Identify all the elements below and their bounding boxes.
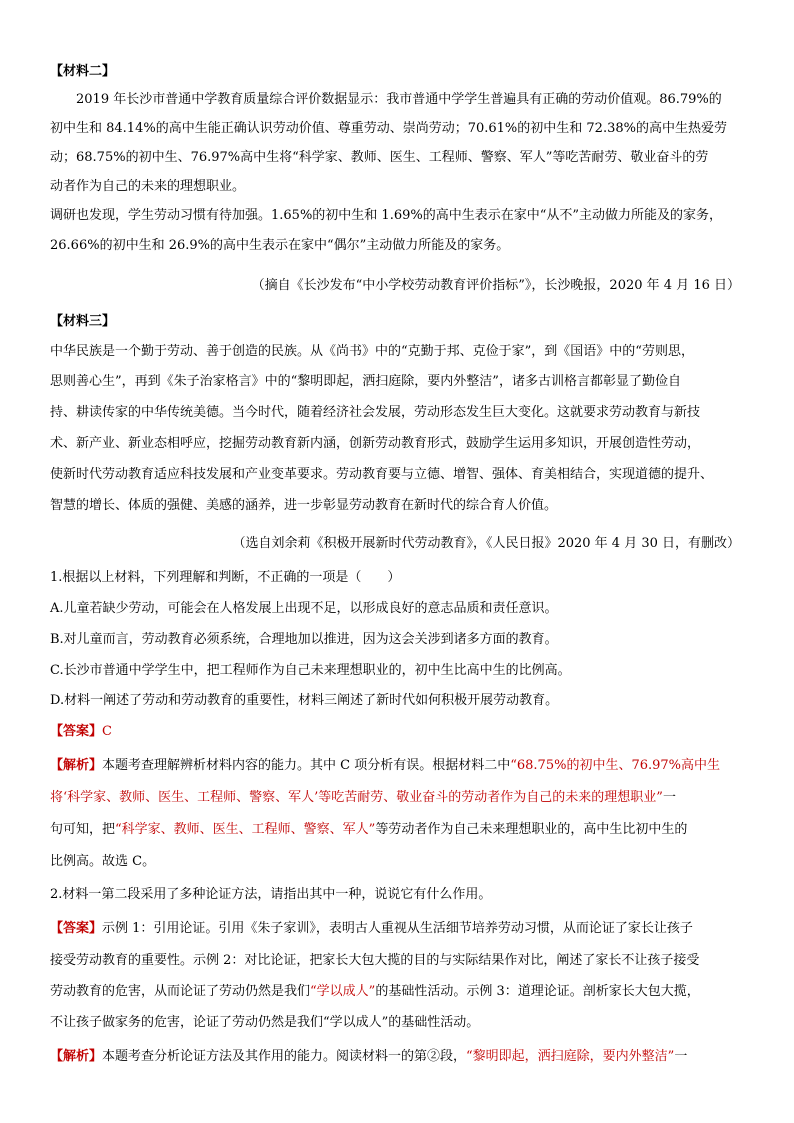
analysis-text: 一 bbox=[674, 1049, 688, 1064]
question2-answer-line-3 bbox=[50, 983, 750, 1001]
analysis-text: 等吃苦耐劳、敬业奋斗的劳动者作为自己的未来的理想职业” bbox=[318, 790, 663, 805]
analysis-text: 将 bbox=[50, 790, 64, 805]
analysis-quote: “黎明即起，洒扫庭除，要内外整洁” bbox=[466, 1049, 675, 1064]
question1-analysis-line-4: 比例高。故选 C。 bbox=[50, 854, 156, 869]
material3-line-6: 智慧的增长、体质的强健、美感的涵养，进一步彰显劳动教育在新时代的综合育人价值。 bbox=[50, 498, 558, 513]
answer-label: 【答案】 bbox=[50, 921, 103, 936]
answer-text: 示例 1：引用论证。引用《朱子家训》，表明古人重视从生活细节培养劳动习惯，从而论证了家长让孩子 bbox=[102, 921, 693, 936]
question1-stem: 1.根据以上材料，下列理解和判断，不正确的一项是（ ） bbox=[50, 570, 401, 585]
material3-line-3: 持、耕读传家的中华传统美德。当今时代，随着经济社会发展，劳动形态发生巨大变化。这就要求劳动教育与新技 bbox=[50, 405, 701, 420]
question1-option-c: C.长沙市普通中学学生中，把工程师作为自己未来理想职业的，初中生比高中生的比例高。 bbox=[50, 663, 571, 678]
material2-line-5: 调研也发现，学生劳动习惯有待加强。1.65%的初中生和 1.69%的高中生表示在家中“从不”主动做力所能及的家务， bbox=[50, 208, 723, 223]
analysis-label: 【解析】 bbox=[50, 758, 103, 773]
answer-value: C bbox=[102, 724, 112, 739]
question2-stem: 2.材料一第二段采用了多种论证方法，请指出其中一种，说说它有什么作用。 bbox=[50, 887, 492, 902]
question1-option-d: D.材料一阐述了劳动和劳动教育的重要性，材料三阐述了新时代如何积极开展劳动教育。 bbox=[50, 693, 559, 708]
analysis-label: 【解析】 bbox=[50, 1049, 103, 1064]
question2-answer-line-2: 接受劳动教育的重要性。示例 2：对比论证，把家长大包大揽的目的与实际结果作对比，阐述了家长不让孩子接受 bbox=[50, 953, 700, 968]
question2-answer-line-4: 不让孩子做家务的危害，论证了劳动仍然是我们“学以成人”的基础性活动。 bbox=[50, 1015, 480, 1030]
analysis-quote: “科学家、教师、医生、工程师、警察、军人” bbox=[115, 822, 376, 837]
answer-text: 的基础性活动。示例 3：道理论证。剖析家长大包大揽， bbox=[375, 984, 700, 999]
material3-line-1: 中华民族是一个勤于劳动、善于创造的民族。从《尚书》中的“克勤于邦、克俭于家”，到《国语》中的“劳则思， bbox=[50, 344, 694, 359]
material2-heading: 【材料二】 bbox=[50, 64, 116, 79]
analysis-text: 一 bbox=[662, 790, 676, 805]
material3-line-5: 使新时代劳动教育适应科技发展和产业变革要求。劳动教育要与立德、增智、强体、育美相结合，实现道德的提升、 bbox=[50, 467, 714, 482]
material2-line-1: 2019 年长沙市普通中学教育质量综合评价数据显示：我市普通中学学生普遍具有正确的劳动价值观。86.79%的 bbox=[76, 92, 722, 107]
analysis-quote: “68.75%的初中生、76.97%高中生 bbox=[510, 758, 721, 773]
material3-line-4: 术、新产业、新业态相呼应，挖掘劳动教育新内涵，创新劳动教育形式，鼓励学生运用多知识，开展创造性劳动， bbox=[50, 436, 701, 451]
analysis-text: 本题考查理解辨析材料内容的能力。其中 C 项分析有误。根据材料二中 bbox=[102, 758, 511, 773]
question1-option-b: B.对儿童而言，劳动教育必须系统，合理地加以推进，因为这会关涉到诸多方面的教育。 bbox=[50, 632, 558, 647]
answer-label: 【答案】 bbox=[50, 724, 103, 739]
question1-answer bbox=[50, 723, 750, 741]
material2-line-3: 动；68.75%的初中生、76.97%高中生将“科学家、教师、医生、工程师、警察、军人”等吃苦耐劳、敬业奋斗的劳 bbox=[50, 150, 709, 165]
analysis-quote: ‘科学家、教师、医生、工程师、警察、军人’ bbox=[63, 790, 319, 805]
question2-analysis-line-1 bbox=[50, 1048, 750, 1066]
material2-source: （摘自《长沙发布“中小学校劳动教育评价指标”》，长沙晚报，2020 年 4 月 16 日） bbox=[251, 278, 740, 293]
material3-line-2: 思则善心生”，再到《朱子治家格言》中的“黎明即起，洒扫庭除，要内外整洁”，诸多古训格言都彰显了勤俭自 bbox=[50, 374, 681, 389]
answer-text: 劳动教育的危害，从而论证了劳动仍然是我们 bbox=[50, 984, 311, 999]
question1-analysis-line-2 bbox=[50, 789, 750, 807]
material2-line-6: 26.66%的初中生和 26.9%的高中生表示在家中“偶尔”主动做力所能及的家务。 bbox=[50, 238, 510, 253]
question1-analysis-line-3 bbox=[50, 821, 750, 839]
analysis-text: 本题考查分析论证方法及其作用的能力。阅读材料一的第②段， bbox=[102, 1049, 467, 1064]
answer-quote: “学以成人” bbox=[310, 984, 376, 999]
analysis-text: 等劳动者作为自己未来理想职业的，高中生比初中生的 bbox=[375, 822, 688, 837]
analysis-text: 句可知，把 bbox=[50, 822, 116, 837]
question1-option-a: A.儿童若缺少劳动，可能会在人格发展上出现不足，以形成良好的意志品质和责任意识。 bbox=[50, 601, 558, 616]
material2-line-2: 初中生和 84.14%的高中生能正确认识劳动价值、尊重劳动、崇尚劳动；70.61%的初中生和 72.38%的高中生热爱劳 bbox=[50, 121, 727, 136]
material2-line-4: 动者作为自己的未来的理想职业。 bbox=[50, 179, 246, 194]
question1-analysis-line-1 bbox=[50, 757, 750, 775]
material3-source: （选自刘余莉《积极开展新时代劳动教育》，《人民日报》2020 年 4 月 30 日，有删改） bbox=[232, 536, 740, 551]
material3-heading: 【材料三】 bbox=[50, 314, 116, 329]
question2-answer-line-1 bbox=[50, 920, 750, 938]
